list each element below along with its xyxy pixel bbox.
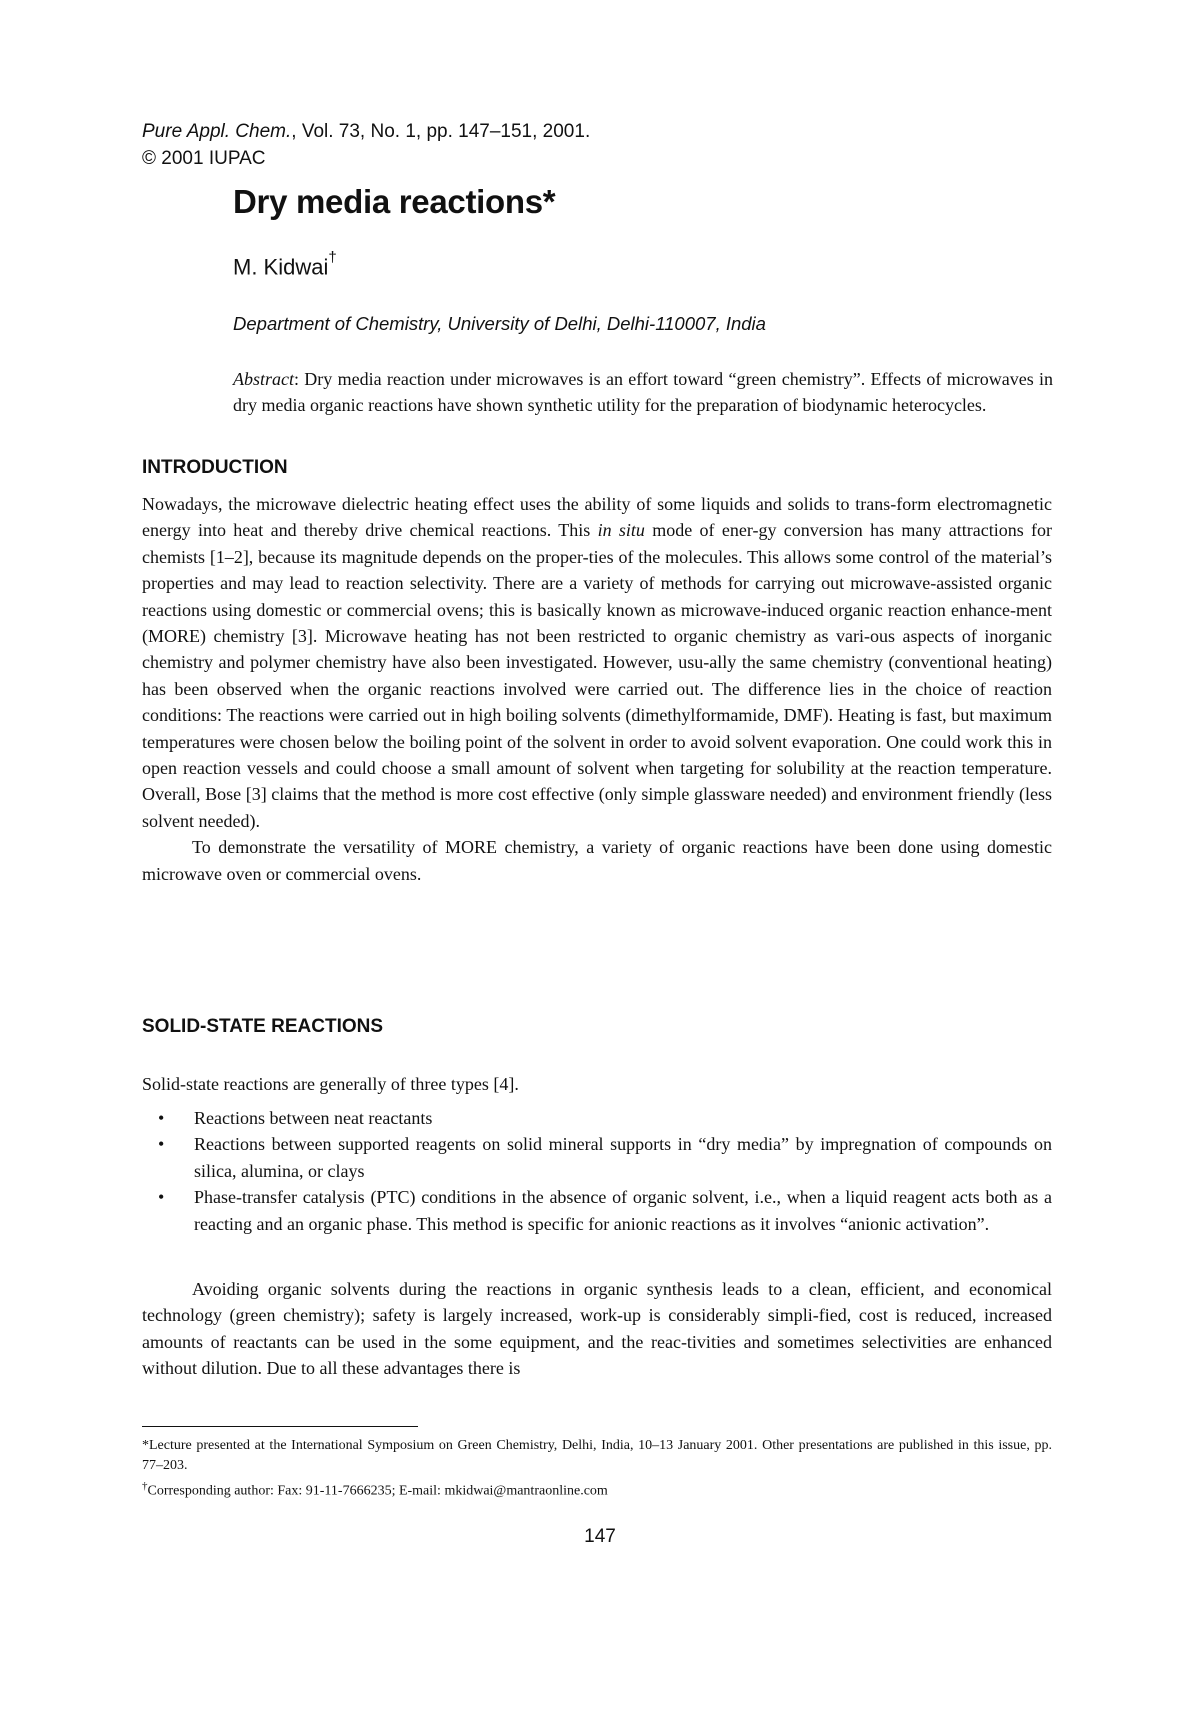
journal-volume-info: , Vol. 73, No. 1, pp. 147–151, 2001.: [291, 121, 591, 142]
footnote-corresponding: [142, 1476, 1052, 1502]
footnote-corresponding-text: Corresponding author: Fax: 91-11-7666235; E-mail: mkidwai@mantraonline.com: [147, 1483, 608, 1499]
section-heading-solid-state: SOLID-STATE REACTIONS: [142, 1016, 384, 1037]
author-name: M. Kidwai: [233, 254, 329, 280]
bullet-mark: •: [158, 1134, 165, 1155]
emphasis-text: in situ: [597, 520, 645, 541]
paragraph: To demonstrate the versatility of MORE chemistry, a variety of organic reactions have been done using domestic microwave oven or commercial ovens.: [142, 837, 1052, 884]
introduction-body: [142, 491, 1052, 887]
paragraph-text: mode of ener-gy conversion has many attractions for chemists [1–2], because its magnitude depends on the proper-ties of the molecules. This allows some control of the material’s properties and may lead to reaction selectivity. There are a variety of methods for carrying out microwave-assisted organic reactions using domestic or commercial ovens; this is basically known as microwave-induced organic reaction enhance-ment (MORE) chemistry [3]. Microwave heating has not been restricted to organic chemistry as vari-ous aspects of inorganic chemistry and polymer chemistry have also been investigated. However, usu-ally the same chemistry (conventional heating) has been observed when the organic reactions involved were carried out. The difference lies in the choice of reaction conditions: The reactions were carried out in high boiling solvents (dimethylformamide, DMF). Heating is fast, but maximum temperatures were chosen below the boiling point of the solvent in order to avoid solvent evaporation. One could work this in open reaction vessels and could choose a small amount of solvent when targeting for solubility at the reaction temperature. Overall, Bose [3] claims that the method is more cost effective (only simple glassware needed) and environment friendly (less solvent needed).: [142, 520, 1053, 831]
citation-line: [142, 118, 590, 145]
solid-state-body: [142, 1276, 1052, 1382]
list-item-text: Phase-transfer catalysis (PTC) conditions in the absence of organic solvent, i.e., when a liquid reagent acts both as a reacting and an organic phase. This method is specific for anionic reactions as it involves “anionic activation”.: [194, 1187, 1052, 1234]
page-number: 147: [584, 1526, 616, 1547]
journal-citation: [142, 118, 590, 172]
abstract-text: : Dry media reaction under microwaves is an effort toward “green chemistry”. Effects of microwaves in dry media organic reactions have shown synthetic utility for the preparation of biodynamic heterocycles.: [233, 369, 1053, 415]
footnote-divider: [142, 1426, 418, 1427]
paragraph: Avoiding organic solvents during the reactions in organic synthesis leads to a clean, efficient, and economical technology (green chemistry); safety is largely increased, work-up is considerably simpli-fied, cost is reduced, increased amounts of reactants can be used in the some equipment, and the reac-tivities and sometimes selectivities are enhanced without dilution. Due to all these advantages there is: [142, 1279, 1052, 1379]
affiliation: Department of Chemistry, University of Delhi, Delhi-110007, India: [233, 313, 766, 334]
solid-state-intro: [142, 1071, 1052, 1097]
copyright-line: © 2001 IUPAC: [142, 148, 266, 169]
section-heading-introduction: INTRODUCTION: [142, 457, 288, 478]
list-item-text: Reactions between supported reagents on solid mineral supports in “dry media” by impregnation of compounds on silica, alumina, or clays: [194, 1134, 1052, 1181]
journal-name: Pure Appl. Chem.: [142, 121, 292, 142]
footnote-lecture: *Lecture presented at the International Symposium on Green Chemistry, Delhi, India, 10–13 January 2001. Other presentations are published in this issue, pp. 77–203.: [142, 1438, 1052, 1473]
abstract: [233, 366, 1053, 418]
list-item: [142, 1131, 1052, 1184]
abstract-label: Abstract: [233, 369, 294, 389]
bullet-mark: •: [158, 1108, 165, 1128]
list-item: [142, 1184, 1052, 1237]
author-line: [233, 249, 337, 280]
bullet-mark: •: [158, 1187, 165, 1208]
reaction-types-list: [142, 1105, 1052, 1237]
list-item-text: Reactions between neat reactants: [194, 1108, 433, 1128]
paragraph: Solid-state reactions are generally of three types [4].: [142, 1074, 519, 1094]
paragraph-text: Nowadays, the microwave dielectric heating effect uses the ability of some liquids and solids to trans-form electromagnetic energy into heat and thereby drive chemical reactions. This: [142, 494, 1052, 541]
paragraph: [142, 491, 1052, 834]
footnotes: [142, 1436, 1052, 1502]
author-dagger-mark: †: [328, 249, 337, 266]
footnote-dagger-mark: †: [142, 1480, 148, 1492]
paper-title: Dry media reactions*: [233, 183, 556, 220]
list-item: [142, 1105, 1052, 1131]
